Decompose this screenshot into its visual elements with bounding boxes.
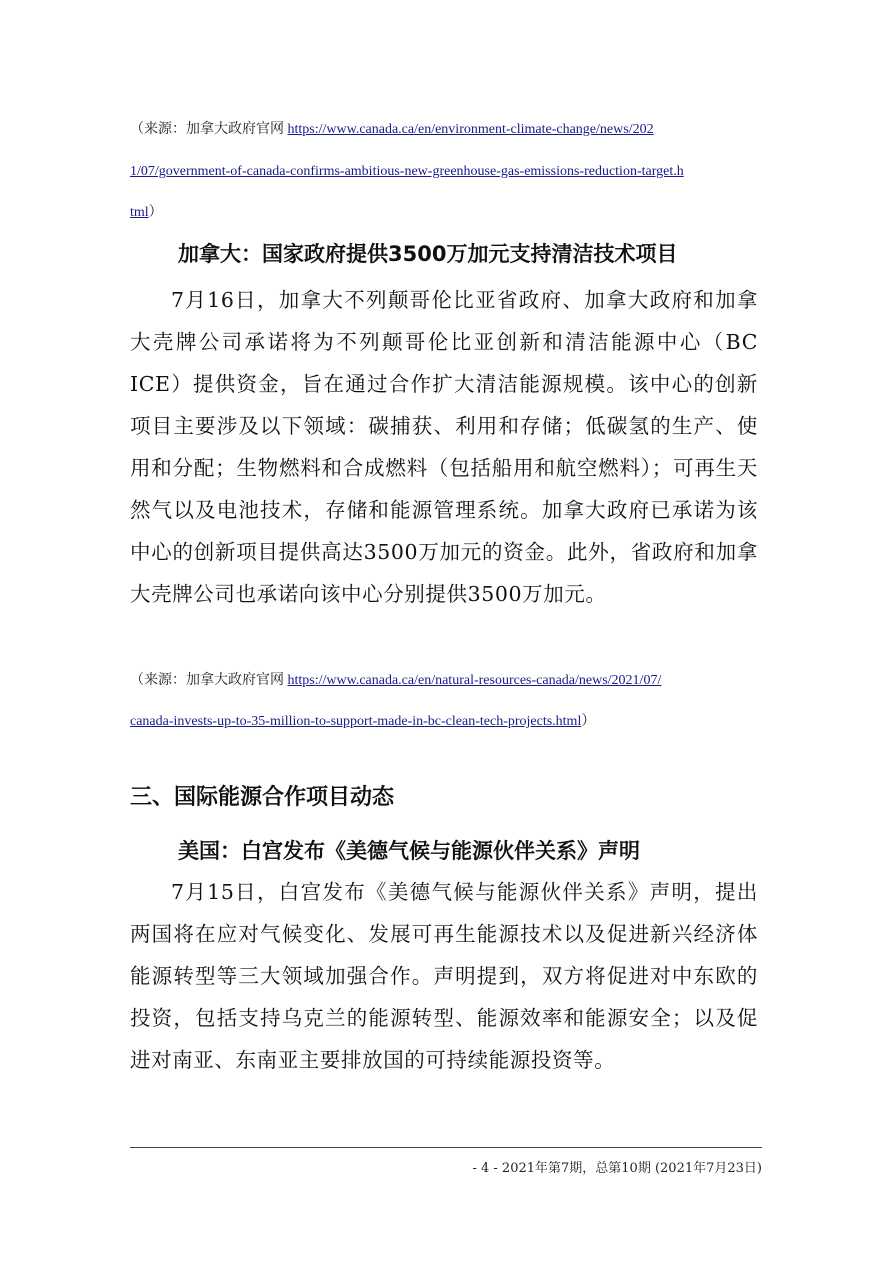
source-link[interactable]: 1/07/government-of-canada-confirms-ambitious-new-greenhouse-gas-emissions-reduction-target.h [130,164,684,179]
source-note-2 [130,671,762,732]
source-suffix: ） [148,205,163,220]
source-prefix: （来源：加拿大政府官网 [130,122,288,137]
source-link[interactable]: https://www.canada.ca/en/environment-climate-change/news/202 [287,122,654,137]
article-body: 7月15日，白宫发布《美德气候与能源伙伴关系》声明，提出两国将在应对气候变化、发展可再生能源技术以及促进新兴经济体能源转型等三大领域加强合作。声明提到，双方将促进对中东欧的投资，包括支持乌克兰的能源转型、能源效率和能源安全；以及促进对南亚、东南亚主要排放国的可持续能源投资等。 [130,880,758,1072]
footer-divider [130,1147,762,1148]
article-title: 加拿大：国家政府提供3500万加元支持清洁技术项目 [178,242,678,266]
source-note-1 [130,120,762,223]
source-link[interactable]: tml [130,205,149,220]
source-prefix: （来源：加拿大政府官网 [130,673,288,688]
source-suffix: ） [581,714,596,729]
source-link[interactable]: https://www.canada.ca/en/natural-resources-canada/news/2021/07/ [287,673,662,688]
section-heading: 三、国际能源合作项目动态 [130,785,395,810]
page-footer: - 4 - 2021年第7期，总第10期 (2021年7月23日) [472,1161,762,1176]
source-link[interactable]: canada-invests-up-to-35-million-to-support-made-in-bc-clean-tech-projects.html [130,714,582,729]
article-title: 美国：白宫发布《美德气候与能源伙伴关系》声明 [178,839,640,863]
article-body: 7月16日，加拿大不列颠哥伦比亚省政府、加拿大政府和加拿大壳牌公司承诺将为不列颠哥伦比亚创新和清洁能源中心（BC ICE）提供资金，旨在通过合作扩大清洁能源规模。该中心的创新项目主要涉及以下领域：碳捕获、利用和存储；低碳氢的生产、使用和分配；生物燃料和合成燃料（包括船用和航空燃料）；可再生天然气以及电池技术，存储和能源管理系统。加拿大政府已承诺为该中心的创新项目提供高达3500万加元的资金。此外，省政府和加拿大壳牌公司也承诺向该中心分别提供3500万加元。 [130,288,758,606]
